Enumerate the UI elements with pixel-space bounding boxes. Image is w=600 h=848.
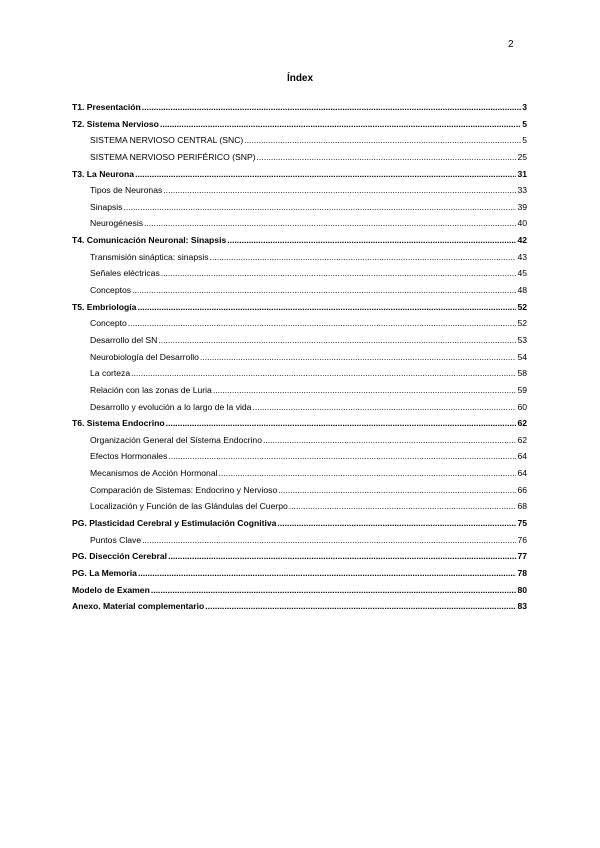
toc-entry-page: 52 (517, 301, 527, 312)
toc-entry-title: T6. Sistema Endocrino (72, 418, 165, 429)
toc-entry-title: Relación con las zonas de Luria (90, 384, 212, 395)
toc-dot-leader (213, 382, 517, 399)
toc-entry-title: Localización y Función de las Glándulas del Cuerpo (90, 501, 288, 512)
toc-entry-title: Organización General del Sistema Endocrino (90, 434, 262, 445)
toc-entry-page: 58 (517, 368, 527, 379)
toc-entry-page: 5 (522, 118, 527, 129)
toc-entry-page: 42 (517, 235, 527, 246)
toc-entry-title: Sinapsis (90, 201, 123, 212)
toc-dot-leader (277, 515, 516, 532)
toc-entry-title: Anexo. Material complementario (72, 601, 205, 612)
toc-dot-leader (158, 332, 516, 349)
toc-entry-page: 53 (517, 334, 527, 345)
toc-dot-leader (151, 582, 517, 599)
toc-entry[interactable] (72, 598, 527, 615)
toc-entry[interactable] (72, 99, 527, 116)
toc-entry-title: Desarrollo del SN (90, 334, 158, 345)
toc-entry-title: Concepto (90, 318, 127, 329)
toc-entry-page: 62 (517, 434, 527, 445)
toc-entry-title: Desarrollo y evolución a lo largo de la vida (90, 401, 252, 412)
toc-entry-title: SISTEMA NERVIOSO CENTRAL (SNC) (90, 135, 244, 146)
toc-dot-leader (278, 482, 516, 499)
toc-entry-title: T1. Presentación (72, 102, 141, 112)
toc-entry[interactable] (72, 215, 527, 232)
toc-entry[interactable] (72, 116, 527, 133)
toc-entry-title: Modelo de Examen (72, 584, 150, 595)
toc-dot-leader (138, 565, 516, 582)
toc-entry[interactable] (72, 349, 527, 366)
toc-entry[interactable] (72, 299, 527, 316)
toc-entry-title: Neurogénesis (90, 218, 144, 229)
toc-dot-leader (142, 532, 516, 549)
toc-entry-page: 62 (517, 418, 527, 429)
toc-dot-leader (210, 249, 517, 266)
toc-entry-page: 66 (517, 484, 527, 495)
toc-dot-leader (219, 465, 517, 482)
toc-entry[interactable] (72, 399, 527, 416)
toc-dot-leader (131, 365, 516, 382)
toc-entry-page: 40 (517, 218, 527, 229)
toc-entry-title: Señales eléctricas (90, 268, 160, 279)
toc-entry-title: Conceptos (90, 285, 132, 296)
toc-entry-title: Efectos Hormonales (90, 451, 168, 462)
toc-entry-page: 54 (517, 351, 527, 362)
toc-entry-title: T3. La Neurona (72, 168, 135, 179)
index-title: Índex (286, 73, 314, 84)
toc-entry[interactable] (72, 332, 527, 349)
toc-entry-page: 43 (517, 251, 527, 262)
toc-entry-page: 39 (517, 201, 527, 212)
toc-entry-page: 83 (517, 601, 527, 612)
toc-entry-title: T5. Embriología (72, 301, 137, 312)
toc-entry[interactable] (72, 515, 527, 532)
toc-entry[interactable] (72, 432, 527, 449)
toc-dot-leader (123, 199, 516, 216)
toc-dot-leader (166, 415, 517, 432)
toc-entry-page: 75 (517, 518, 527, 529)
toc-entry-title: PG. Plasticidad Cerebral y Estimulación Cognitiva (72, 518, 277, 529)
toc-dot-leader (144, 215, 516, 232)
toc-entry-page: 3 (522, 102, 527, 112)
toc-dot-leader (163, 182, 516, 199)
page-number: 2 (508, 39, 514, 50)
toc-entry[interactable] (72, 132, 527, 149)
toc-entry-title: Mecanismos de Acción Hormonal (90, 468, 218, 479)
toc-entry-page: 5 (522, 135, 527, 146)
toc-entry-title: PG. Disección Cerebral (72, 551, 168, 562)
toc-dot-leader (205, 598, 516, 615)
toc-entry-title: Tipos de Neuronas (90, 185, 163, 196)
toc-entry-page: 77 (517, 551, 527, 562)
toc-dot-leader (263, 432, 516, 449)
toc-entry[interactable] (72, 232, 527, 249)
toc-entry-page: 68 (517, 501, 527, 512)
toc-entry-title: Comparación de Sistemas: Endocrino y Nervioso (90, 484, 278, 495)
toc-entry-title: Neurobiología del Desarrollo (90, 351, 199, 362)
toc-entry[interactable] (72, 565, 527, 582)
toc-entry[interactable] (72, 199, 527, 216)
toc-entry[interactable] (72, 498, 527, 515)
toc-entry-title: T2. Sistema Nervioso (72, 118, 159, 129)
toc-entry-page: 80 (517, 584, 527, 595)
toc-entry-page: 59 (517, 384, 527, 395)
toc-entry-page: 64 (517, 468, 527, 479)
toc-entry[interactable] (72, 415, 527, 432)
toc-dot-leader (142, 99, 521, 116)
toc-dot-leader (227, 232, 516, 249)
toc-dot-leader (257, 149, 517, 166)
table-of-contents (72, 99, 527, 615)
toc-entry[interactable] (72, 448, 527, 465)
toc-entry-page: 25 (517, 151, 527, 162)
toc-entry[interactable] (72, 315, 527, 332)
toc-dot-leader (160, 116, 521, 133)
toc-dot-leader (200, 349, 517, 366)
toc-entry-page: 76 (517, 534, 527, 545)
toc-entry[interactable] (72, 166, 527, 183)
toc-entry-page: 31 (517, 168, 527, 179)
toc-entry-page: 33 (517, 185, 527, 196)
toc-entry-page: 52 (517, 318, 527, 329)
toc-entry-page: 60 (517, 401, 527, 412)
toc-entry[interactable] (72, 265, 527, 282)
toc-entry[interactable] (72, 532, 527, 549)
toc-entry-title: Puntos Clave (90, 534, 142, 545)
toc-dot-leader (244, 132, 521, 149)
toc-entry-title: SISTEMA NERVIOSO PERIFÉRICO (SNP) (90, 151, 256, 162)
toc-entry[interactable] (72, 482, 527, 499)
toc-entry-title: La corteza (90, 368, 131, 379)
toc-dot-leader (135, 166, 516, 183)
toc-dot-leader (161, 265, 517, 282)
toc-dot-leader (168, 448, 516, 465)
toc-entry[interactable] (72, 465, 527, 482)
toc-entry-page: 45 (517, 268, 527, 279)
toc-dot-leader (168, 548, 516, 565)
toc-dot-leader (128, 315, 517, 332)
toc-dot-leader (132, 282, 516, 299)
toc-entry[interactable] (72, 249, 527, 266)
toc-entry[interactable] (72, 149, 527, 166)
toc-entry[interactable] (72, 582, 527, 599)
toc-entry-page: 48 (517, 285, 527, 296)
toc-entry[interactable] (72, 365, 527, 382)
toc-entry-title: Transmisión sináptica: sinapsis (90, 251, 209, 262)
toc-entry[interactable] (72, 182, 527, 199)
toc-entry-page: 78 (517, 567, 527, 578)
toc-dot-leader (137, 299, 516, 316)
toc-entry[interactable] (72, 282, 527, 299)
toc-dot-leader (289, 498, 517, 515)
toc-entry-page: 64 (517, 451, 527, 462)
toc-entry[interactable] (72, 382, 527, 399)
toc-entry-title: PG. La Memoria (72, 567, 137, 578)
toc-entry-title: T4. Comunicación Neuronal: Sinapsis (72, 235, 227, 246)
toc-entry[interactable] (72, 548, 527, 565)
toc-dot-leader (252, 399, 516, 416)
